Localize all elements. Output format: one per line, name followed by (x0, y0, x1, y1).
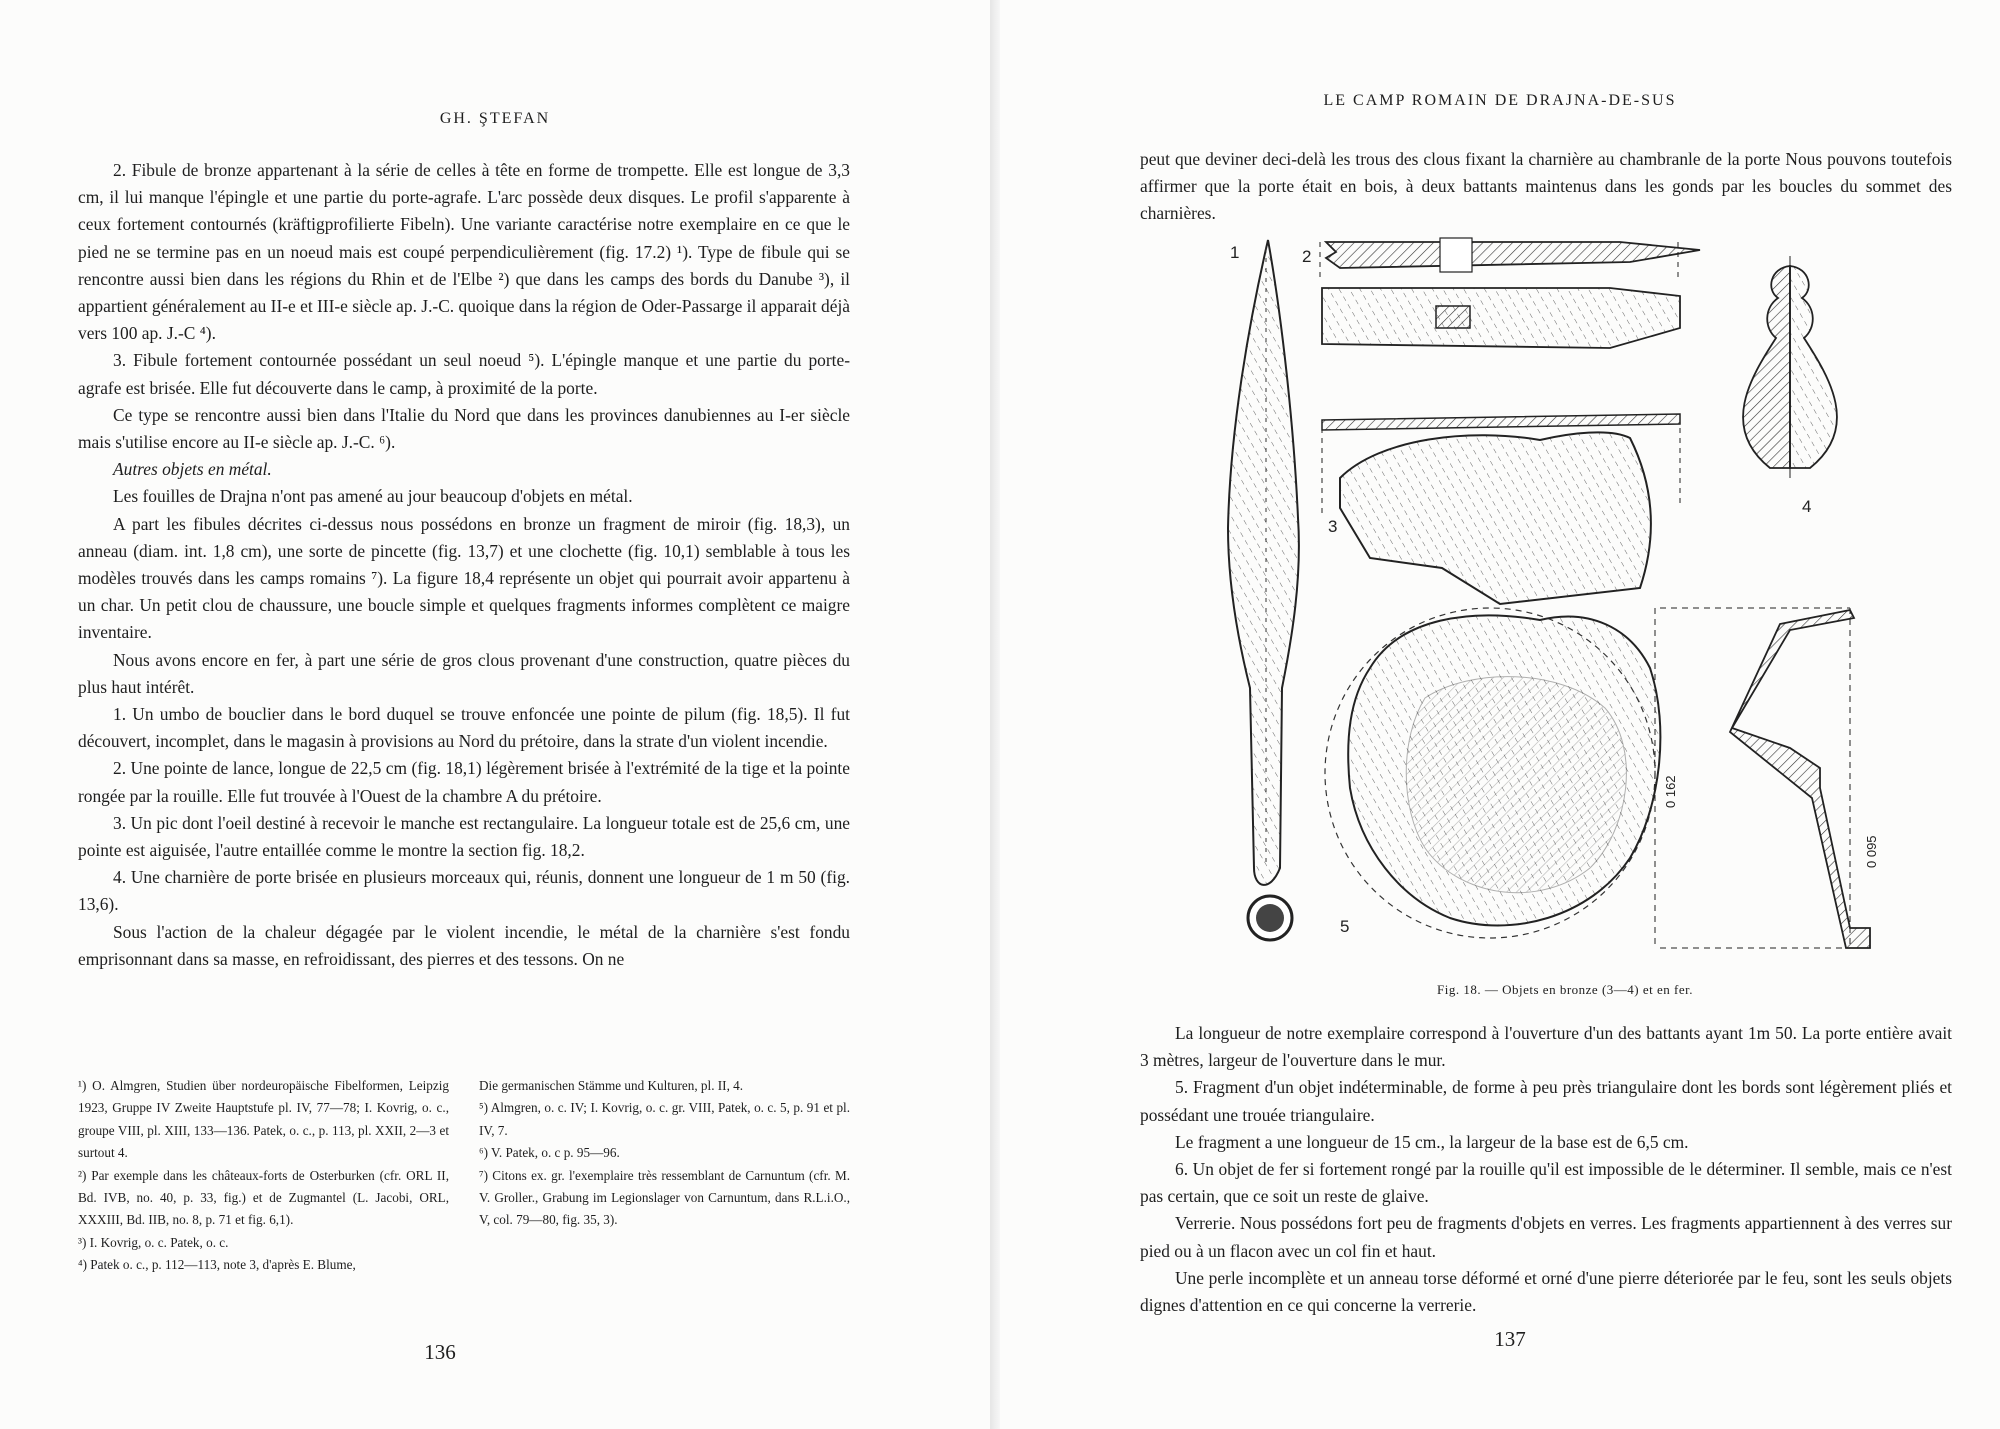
page-number-right: 137 (1494, 1327, 1526, 1351)
paragraph: La longueur de notre exemplaire correspond à l'ouverture d'un des battants ayant 1m 50. La porte entière avait 3 mètres, largeur de l'ouverture dans le mur. (1140, 1023, 1952, 1071)
footnote: ²) Par exemple dans les châteaux-forts de Osterburken (cfr. ORL II, Bd. IVB, no. 40, p. 33, fig.) et de Zugmantel (L. Jacobi, ORL, XXXIII, Bd. IIB, no. 8, p. 71 et fig. 6,1). (78, 1167, 449, 1228)
footnotes (78, 1075, 850, 1277)
paragraph: 5. Fragment d'un objet indéterminable, de forme à peu près triangulaire dont les bords sont légèrement pliés et possédant une trouée triangulaire. (1140, 1077, 1952, 1125)
mirror-fragment-drawing (1322, 414, 1680, 604)
footnotes-column-1 (78, 1075, 449, 1277)
figure-label-3: 3 (1328, 517, 1338, 536)
right-body-text (1140, 1020, 1952, 1319)
figure-label-4: 4 (1802, 497, 1812, 516)
left-body-text (78, 157, 850, 973)
paragraph: 2. Fibule de bronze appartenant à la série de celles à tête en forme de trompette. Elle est longue de 3,3 cm, il lui manque l'épingle et une partie du porte-agrafe. L'arc possède deux disques. Le profil s'apparente à ceux fortement contournés (kräftigprofilierte Fibeln). Une variante caractérise notre exemplaire en ce que le pied ne se termine pas en un noeud mais est coupé perpendiculièrement (fig. 17.2) ¹). Type de fibule qui se rencontre aussi bien dans les régions du Rhin et de l'Elbe ²) que dans les camps des bords du Danube ³), il appartient généralement au II-e et III-e siècle ap. J.-C. quoique dans la région de Oder-Passarge il apparait déjà vers 100 ap. J.-C ⁴). (78, 160, 850, 344)
dimension-label-umbo: 0 162 (1663, 775, 1678, 808)
paragraph: 1. Un umbo de bouclier dans le bord duquel se trouve enfoncée une pointe de pilum (fig. 18,5). Il fut découvert, incomplet, dans le magasin à provisions au Nord du prétoire, dans la strate d'un violent incendie. (78, 704, 850, 752)
book-gutter (990, 0, 1000, 1429)
paragraph: 3. Un pic dont l'oeil destiné à recevoir le manche est rectangulaire. La longueur totale est de 25,6 cm, une pointe est aiguisée, l'autre entaillée comme le montre la section fig. 18,2. (78, 812, 850, 861)
figure-label-2: 2 (1302, 247, 1312, 266)
footnote: ⁶) V. Patek, o. c p. 95—96. (479, 1145, 620, 1161)
paragraph: peut que deviner deci-delà les trous des clous fixant la charnière au chambranle de la porte Nous pouvons toutefois affirmer que la porte était en bois, à deux battants maintenus dans les gonds par les boucles du sommet des charnières. (1140, 149, 1952, 224)
bronze-object-drawing (1743, 256, 1837, 478)
figure-caption: Fig. 18. — Objets en bronze (3—4) et en fer. (1437, 982, 1693, 997)
paragraph: A part les fibules décrites ci-dessus nous possédons en bronze un fragment de miroir (fig. 18,3), un anneau (diam. int. 1,8 cm), une sorte de pincette (fig. 13,7) et une clochette (fig. 10,1) semblable à tous les modèles trouvés dans les camps romains ⁷). La figure 18,4 représente un objet qui pourrait avoir appartenu à un char. Un petit clou de chaussure, une boucle simple et quelques fragments informes complètent ce maigre inventaire. (78, 513, 850, 643)
paragraph: Verrerie. Nous possédons fort peu de fragments d'objets en verres. Les fragments appartiennent à des verres sur pied ou à un flacon avec un col fin et haut. (1140, 1213, 1952, 1261)
page-number-left: 136 (424, 1340, 456, 1364)
footnote: ⁷) Citons ex. gr. l'exemplaire très ressemblant de Carnuntum (cfr. M. V. Groller., Grabung im Legionslager von Carnuntum, dans R.L.i.O., V, col. 79—80, fig. 35, 3). (479, 1167, 850, 1228)
pick-drawing (1320, 238, 1700, 348)
figure-18-drawing (1210, 228, 1920, 978)
left-page (0, 0, 990, 1429)
running-head-right: LE CAMP ROMAIN DE DRAJNA-DE-SUS (1323, 92, 1677, 109)
footnote: ³) I. Kovrig, o. c. Patek, o. c. (78, 1234, 229, 1250)
paragraph: Sous l'action de la chaleur dégagée par le violent incendie, le métal de la charnière s'est fondu emprisonnant dans sa masse, en refroidissant, des pierres et des tessons. On ne (78, 921, 850, 969)
footnote: ⁵) Almgren, o. c. IV; I. Kovrig, o. c. gr. VIII, Patek, o. c. 5, p. 91 et pl. IV, 7. (479, 1100, 850, 1138)
paragraph: 4. Une charnière de porte brisée en plusieurs morceaux qui, réunis, donnent une longueur de 1 m 50 (fig. 13,6). (78, 867, 850, 915)
paragraph: Les fouilles de Drajna n'ont pas amené au jour beaucoup d'objets en métal. (113, 486, 633, 507)
paragraph: Une perle incomplète et un anneau torse déformé et orné d'une pierre déteriorée par le feu, sont les seuls objets dignes d'attention en ce qui concerne la verrerie. (1140, 1267, 1952, 1316)
right-intro-text (1140, 146, 1952, 228)
paragraph: 6. Un objet de fer si fortement rongé par la rouille qu'il est impossible de le déterminer. Il semble, mais ce n'est pas certain, que ce soit un reste de glaive. (1140, 1159, 1952, 1207)
footnotes-column-2 (479, 1075, 850, 1277)
paragraph: Ce type se rencontre aussi bien dans l'Italie du Nord que dans les provinces danubiennes au I-er siècle mais s'utilise encore au II-e siècle ap. J.-C. ⁶). (78, 404, 850, 453)
shield-boss-drawing (1325, 608, 1870, 948)
right-page (1000, 0, 2000, 1429)
figure-label-1: 1 (1230, 243, 1240, 262)
footnote: Die germanischen Stämme und Kulturen, pl. II, 4. (479, 1078, 744, 1093)
figure-label-5: 5 (1340, 917, 1350, 936)
figure-18 (1210, 228, 1920, 978)
paragraph: 2. Une pointe de lance, longue de 22,5 cm (fig. 18,1) légèrement brisée à l'extrémité de la tige et la pointe rongée par la rouille. Elle fut trouvée à l'Ouest de la chambre A du prétoire. (78, 758, 850, 806)
paragraph: 3. Fibule fortement contournée possédant un seul noeud ⁵). L'épingle manque et une partie du porte-agrafe est brisée. Elle fut découverte dans le camp, à proximité de la porte. (78, 350, 850, 398)
running-head-left: GH. ŞTEFAN (439, 110, 551, 127)
dimension-label-cone: 0 095 (1864, 835, 1879, 868)
paragraph: Nous avons encore en fer, à part une série de gros clous provenant d'une construction, quatre pièces du plus haut intérêt. (78, 649, 850, 697)
paragraph: Le fragment a une longueur de 15 cm., la largeur de la base est de 6,5 cm. (1175, 1131, 1689, 1152)
section-heading: Autres objets en métal. (113, 459, 272, 480)
footnote: ⁴) Patek o. c., p. 112—113, note 3, d'après E. Blume, (78, 1257, 356, 1273)
footnote: ¹) O. Almgren, Studien über nordeuropäische Fibelformen, Leipzig 1923, Gruppe IV Zweite Hauptstufe pl. IV, 77—78; I. Kovrig, o. c., groupe VIII, pl. XIII, 133—136. Patek, o. c., p. 113, pl. XXII, 2—3 et surtout 4. (78, 1078, 449, 1161)
spearhead-drawing (1228, 240, 1299, 940)
